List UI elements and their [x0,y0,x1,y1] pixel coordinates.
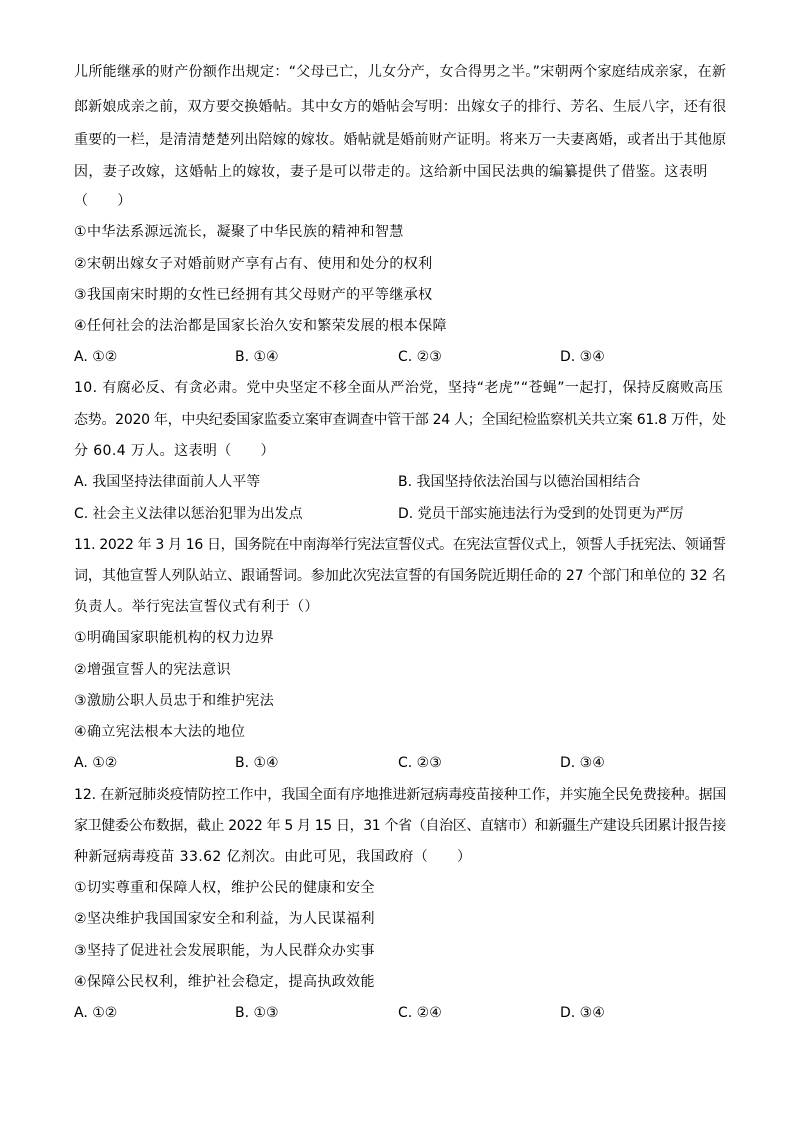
q11-stem-line-3: 负责人。举行宪法宣誓仪式有利于（） [74,599,319,615]
q9-option-a: A. ①② [74,349,118,365]
q10-stem-line-3: 分 60.4 万人。这表明（ ） [74,443,275,459]
q10-option-d: D. 党员干部实施违法行为受到的处罚更为严厉 [398,506,684,522]
q12-stem-line-2: 家卫健委公布数据，截止 2022 年 5 月 15 日，31 个省（自治区、直辖市）和新疆生产建设兵团累计报告接 [74,818,726,834]
q9-stem-line-2: 郎新娘成亲之前，双方要交换婚帖。其中女方的婚帖会写明：出嫁女子的排行、芳名、生辰八字，还有很 [74,99,727,115]
q12-item-4: ④保障公民权利，维护社会稳定，提高执政效能 [74,974,375,990]
q9-item-3: ③我国南宋时期的女性已经拥有其父母财产的平等继承权 [74,287,433,303]
q9-option-b: B. ①④ [235,349,279,365]
q12-option-d: D. ③④ [560,1005,605,1021]
q12-stem-line-1: 12. 在新冠肺炎疫情防控工作中，我国全面有序地推进新冠病毒疫苗接种工作，并实施全民免费接种。据国 [74,787,727,803]
q12-option-c: C. ②④ [398,1005,442,1021]
q9-stem-line-1: 儿所能继承的财产份额作出规定：“父母已亡，儿女分产，女合得男之半。”宋朝两个家庭结成亲家，在新 [74,64,727,80]
q10-stem-line-2: 态势。2020 年，中央纪委国家监委立案审查调查中管干部 24 人；全国纪检监察机关共立案 61.8 万件，处 [74,412,726,428]
q9-option-c: C. ②③ [398,349,442,365]
q9-item-4: ④任何社会的法治都是国家长治久安和繁荣发展的根本保障 [74,318,447,334]
q11-stem-line-2: 词，其他宣誓人列队站立、跟诵誓词。参加此次宪法宣誓的有国务院近期任命的 27 个部门和单位的 32 名 [74,568,726,584]
q9-option-d: D. ③④ [560,349,605,365]
q12-stem-line-3: 种新冠病毒疫苗 33.62 亿剂次。由此可见，我国政府（ ） [74,849,472,865]
q11-item-1: ①明确国家职能机构的权力边界 [74,630,275,646]
q12-item-2: ②坚决维护我国国家安全和利益，为人民谋福利 [74,911,375,927]
q10-stem-line-1: 10. 有腐必反、有贪必肃。党中央坚定不移全面从严治党，坚持“老虎”“苍蝇”一起打，保持反腐败高压 [74,380,724,396]
q12-option-b: B. ①③ [235,1005,279,1021]
q10-option-b: B. 我国坚持依法治国与以德治国相结合 [398,474,641,490]
q9-stem-line-4: 因，妻子改嫁，这婚帖上的嫁妆，妻子是可以带走的。这给新中国民法典的编纂提供了借鉴。这表明 [74,164,708,180]
q9-stem-line-3: 重要的一栏，是清清楚楚列出陪嫁的嫁妆。婚帖就是婚前财产证明。将来万一夫妻离婚，或者出于其他原 [74,132,727,148]
q11-item-3: ③激励公职人员忠于和维护宪法 [74,693,275,709]
q10-option-c: C. 社会主义法律以惩治犯罪为出发点 [74,506,303,522]
q11-item-2: ②增强宣誓人的宪法意识 [74,662,231,678]
q9-item-2: ②宋朝出嫁女子对婚前财产享有占有、使用和处分的权利 [74,256,433,272]
q11-option-a: A. ①② [74,755,118,771]
q11-stem-line-1: 11. 2022 年 3 月 16 日，国务院在中南海举行宪法宣誓仪式。在宪法宣誓仪式上，领誓人手抚宪法、领诵誓 [74,537,726,553]
q11-option-c: C. ②③ [398,755,442,771]
q11-option-d: D. ③④ [560,755,605,771]
q12-item-1: ①切实尊重和保障人权，维护公民的健康和安全 [74,880,375,896]
q9-answer-blank: （ ） [74,193,132,209]
q12-option-a: A. ①② [74,1005,118,1021]
q9-item-1: ①中华法系源远流长，凝聚了中华民族的精神和智慧 [74,224,404,240]
q11-item-4: ④确立宪法根本大法的地位 [74,724,246,740]
q12-item-3: ③坚持了促进社会发展职能，为人民群众办实事 [74,943,375,959]
q11-option-b: B. ①④ [235,755,279,771]
q10-option-a: A. 我国坚持法律面前人人平等 [74,474,261,490]
